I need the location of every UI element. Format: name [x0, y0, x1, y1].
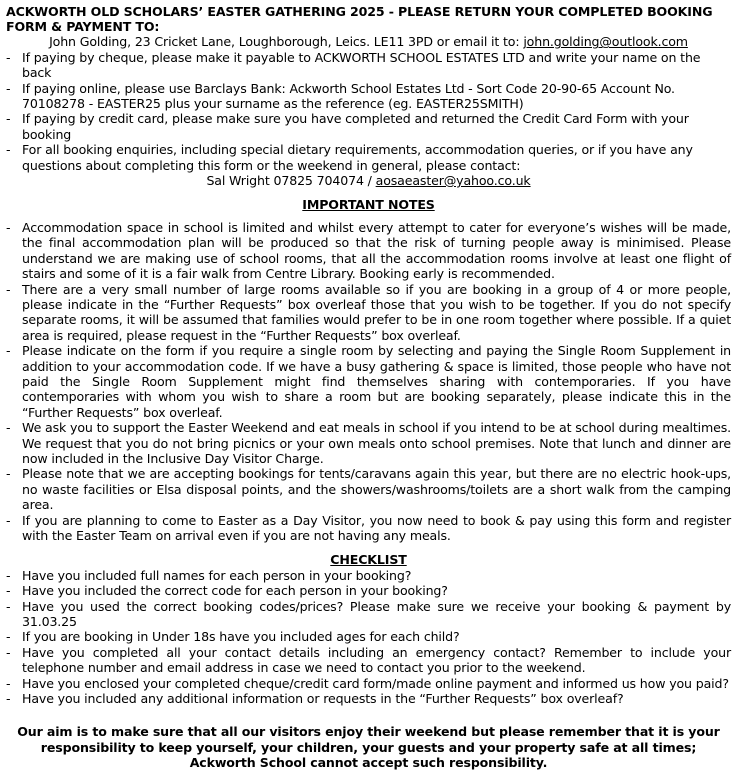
bullet-dash: - — [6, 691, 11, 707]
list-item — [6, 343, 731, 420]
document-heading: ACKWORTH OLD SCHOLARS’ EASTER GATHERING 2025 - PLEASE RETURN YOUR COMPLETED BOOKING FORM & PAYMENT TO: — [6, 4, 713, 35]
bullet-dash: - — [6, 512, 11, 528]
list-item-text: Have you used the correct booking codes/prices? Please make sure we receive your booking & payment by 31.03.25 — [22, 598, 731, 630]
list-item — [6, 50, 731, 81]
bullet-dash: - — [6, 629, 11, 645]
list-item-text: Have you enclosed your completed cheque/credit card form/made online payment and informed us how you paid? — [22, 675, 729, 691]
return-email-link[interactable]: john.golding@outlook.com — [523, 34, 688, 50]
spacer — [6, 543, 731, 552]
list-item — [6, 645, 731, 676]
list-item-text: Accommodation space in school is limited and whilst every attempt to cater for everyone’s wishes will be made, the final accommodation plan will be produced so that the risk of turning people away is minimised. Please understand we are making use of school rooms, that all the accommodation rooms involve at least one flight of stairs and some of it is a fair walk from Centre Library. Booking early is recommended. — [22, 219, 731, 282]
spacer — [6, 213, 731, 220]
bullet-dash: - — [6, 583, 11, 599]
list-item — [6, 81, 731, 112]
list-item-text: For all booking enquiries, including special dietary requirements, accommodation queries, or if you have any questions about completing this form or the weekend in general, please contact: — [22, 142, 693, 173]
contact-name-phone: Sal Wright 07825 704074 / — [206, 173, 372, 189]
list-item — [6, 568, 731, 583]
checklist-list — [6, 568, 731, 707]
list-item-text: Please note that we are accepting bookings for tents/caravans again this year, but there are no electric hook-ups, no waste facilities or Elsa disposal points, and the showers/washrooms/toilets are a short walk from the camping area. — [22, 466, 731, 513]
list-item-text: If paying by cheque, please make it payable to ACKWORTH SCHOOL ESTATES LTD and write your name on the back — [22, 49, 701, 81]
list-item-text: Have you included any additional information or requests in the “Further Requests” box overleaf? — [22, 691, 624, 707]
list-item — [6, 599, 731, 630]
bullet-dash: - — [6, 420, 11, 436]
return-address-text: John Golding, 23 Cricket Lane, Loughborough, Leics. LE11 3PD or email it to: — [49, 34, 520, 50]
bullet-dash: - — [6, 567, 11, 583]
bullet-dash: - — [6, 598, 11, 614]
bullet-dash: - — [6, 219, 11, 235]
list-item — [6, 676, 731, 691]
spacer — [6, 188, 731, 197]
payment-instructions-list — [6, 50, 731, 173]
list-item — [6, 583, 731, 598]
list-item-text: If you are planning to come to Easter as a Day Visitor, you now need to book & pay using this form and register with the Easter Team on arrival even if you are not having any meals. — [22, 512, 731, 543]
list-item-text: Have you completed all your contact details including an emergency contact? Remember to include your telephone number and email address in case we need to contact you prior to the weekend. — [22, 644, 731, 676]
bullet-dash: - — [6, 80, 11, 96]
bullet-dash: - — [6, 343, 11, 359]
list-item-text: Have you included the correct code for each person in your booking? — [22, 583, 448, 599]
bullet-dash: - — [6, 466, 11, 482]
list-item — [6, 420, 731, 466]
enquiry-contact — [6, 173, 731, 188]
safety-disclaimer: Our aim is to make sure that all our visitors enjoy their weekend but please remember that it is your responsibility to keep yourself, your children, your guests and your property safe at all times; Ackworth School cannot accept such responsibility. — [17, 724, 720, 770]
list-item-text: We ask you to support the Easter Weekend and eat meals in school if you intend to be at school during mealtimes. We request that you do not bring picnics or your own meals onto school premises. Note that lunch and dinner are now included in the Inclusive Day Visitor Charge. — [22, 420, 731, 466]
list-item-text: If paying by credit card, please make sure you have completed and returned the Credit Card Form with your booking — [22, 111, 689, 142]
bullet-dash: - — [6, 142, 11, 158]
bullet-dash: - — [6, 675, 11, 691]
return-address — [6, 34, 731, 49]
contact-email-link[interactable]: aosaeaster@yahoo.co.uk — [375, 173, 531, 189]
list-item — [6, 220, 731, 282]
bullet-dash: - — [6, 644, 11, 660]
list-item — [6, 142, 731, 173]
list-item-text: If paying online, please use Barclays Bank: Ackworth School Estates Ltd - Sort Code 20-90-65 Account No. 70108278 - EASTER25 plus your surname as the reference (eg. EASTER25SMITH) — [22, 80, 675, 112]
list-item-text: If you are booking in Under 18s have you included ages for each child? — [22, 629, 460, 645]
bullet-dash: - — [6, 49, 11, 65]
bullet-dash: - — [6, 281, 11, 297]
list-item-text: Have you included full names for each person in your booking? — [22, 567, 412, 583]
list-item-text: Please indicate on the form if you require a single room by selecting and paying the Single Room Supplement in addition to your accommodation code. If we have a busy gathering & space is limited, those people who have not paid the Single Room Supplement might find themselves sharing with contemporaries. If you have contemporaries with whom you wish to share a room but are booking separately, please indicate this in the “Further Requests” box overleaf. — [22, 343, 731, 420]
spacer — [6, 706, 731, 724]
list-item — [6, 111, 731, 142]
list-item — [6, 282, 731, 344]
list-item — [6, 691, 731, 706]
list-item — [6, 513, 731, 544]
list-item-text: There are a very small number of large rooms available so if you are booking in a group of 4 or more people, please indicate in the “Further Requests” box overleaf those that you wish to be together. If you do not specify separate rooms, it will be assumed that families would prefer to be in one room together where possible. If a quiet area is required, please request in the “Further Requests” box overleaf. — [22, 281, 731, 343]
bullet-dash: - — [6, 111, 11, 127]
important-notes-title: IMPORTANT NOTES — [302, 197, 435, 213]
important-notes-list — [6, 220, 731, 544]
list-item — [6, 466, 731, 512]
list-item — [6, 629, 731, 644]
checklist-title: CHECKLIST — [330, 552, 407, 568]
